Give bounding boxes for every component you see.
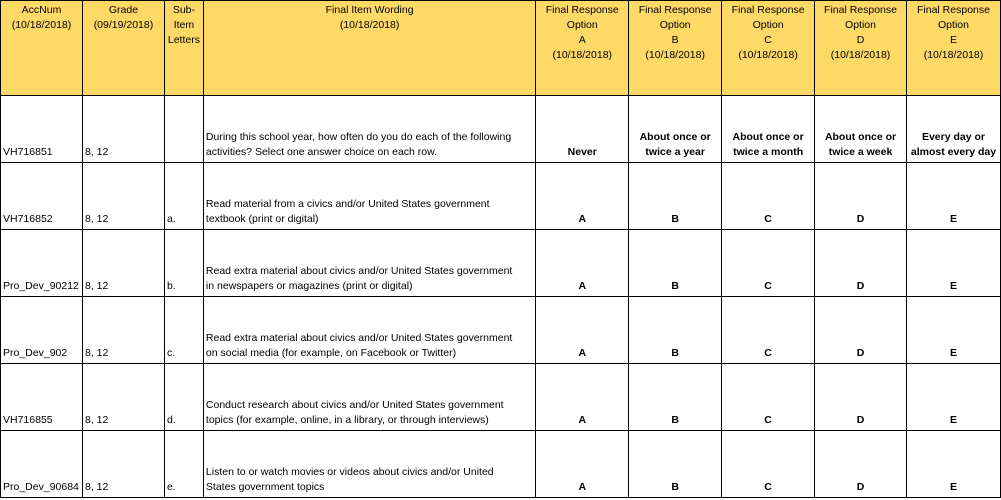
cell-item-wording [203, 431, 535, 498]
cell-option-b [629, 230, 722, 297]
text-line: A [578, 280, 587, 292]
text-line: B [671, 481, 679, 493]
cell-option-c [722, 96, 815, 163]
text-line: A [578, 414, 587, 426]
cell-option-a [536, 230, 629, 297]
cell-option-c [722, 364, 815, 431]
cell-item-wording [203, 230, 535, 297]
text-line: About once or [824, 131, 897, 143]
text-line: AccNum [21, 4, 62, 16]
text-line: C [764, 414, 772, 426]
cell-accnum: VH716852 [1, 163, 83, 230]
cell-option-b [629, 96, 722, 163]
text-line: Option [938, 19, 969, 31]
text-line: Final Response [638, 4, 712, 16]
table-row [1, 96, 1001, 163]
text-line: Letters [167, 34, 200, 46]
cell-option-d [815, 163, 907, 230]
cell-option-b [629, 431, 722, 498]
cell-option-b [629, 364, 722, 431]
header-final-item-wording [203, 1, 535, 96]
text-line: B [671, 414, 679, 426]
text-line: D [856, 280, 865, 292]
text-line: Final Response [824, 4, 897, 16]
text-line: in newspapers or magazines (print or digital) [205, 280, 413, 292]
text-line: (10/18/2018) [645, 49, 705, 61]
text-line: (10/18/2018) [923, 49, 984, 61]
cell-accnum: VH716851 [1, 96, 83, 163]
cell-option-d [815, 96, 907, 163]
cell-option-b [629, 163, 722, 230]
cell-option-a [536, 364, 629, 431]
text-line: Final Response [545, 4, 619, 16]
header-row [1, 1, 1001, 96]
text-line: C [764, 213, 772, 225]
text-line: About once or [639, 131, 711, 143]
cell-accnum: VH716855 [1, 364, 83, 431]
text-line: E [949, 34, 957, 46]
cell-subitem-letter: c. [164, 297, 203, 364]
text-line: A [578, 481, 587, 493]
text-line: About once or [732, 131, 804, 143]
text-line: (10/18/2018) [339, 19, 400, 31]
cell-option-d [815, 364, 907, 431]
text-line: Sub- [172, 4, 196, 16]
text-line: activities? Select one answer choice on each row. [205, 146, 438, 158]
text-line: Option [845, 19, 876, 31]
cell-subitem-letter: e. [164, 431, 203, 498]
text-line: Never [567, 146, 597, 158]
text-line: D [856, 347, 865, 359]
cell-option-a [536, 297, 629, 364]
cell-grade: 8, 12 [82, 96, 164, 163]
header-option-e [906, 1, 1000, 96]
cell-subitem-letter: d. [164, 364, 203, 431]
text-line: topics (for example, online, in a library, or through interviews) [205, 414, 489, 426]
cell-option-c [722, 431, 815, 498]
cell-option-e [906, 431, 1000, 498]
text-line: B [671, 280, 679, 292]
text-line: D [856, 34, 865, 46]
header-option-d [815, 1, 907, 96]
text-line: (10/18/2018) [552, 49, 613, 61]
cell-option-e [906, 364, 1000, 431]
text-line: A [578, 347, 587, 359]
text-line: Listen to or watch movies or videos about civics and/or United [205, 466, 494, 478]
cell-grade: 8, 12 [82, 297, 164, 364]
text-line: D [856, 414, 865, 426]
text-line: B [671, 347, 679, 359]
text-line: A [578, 213, 587, 225]
text-line: States government topics [205, 481, 325, 493]
text-line: Grade [108, 4, 139, 16]
text-line: twice a month [733, 146, 804, 158]
text-line: A [578, 34, 586, 46]
text-line: Read material from a civics and/or United States government [205, 198, 490, 210]
text-line: Read extra material about civics and/or United States government [205, 265, 513, 277]
header-option-b [629, 1, 722, 96]
text-line: During this school year, how often do you do each of the following [205, 131, 512, 143]
text-line: almost every day [910, 146, 997, 158]
cell-item-wording [203, 163, 535, 230]
cell-subitem-letter: a. [164, 163, 203, 230]
text-line: Option [659, 19, 691, 31]
text-line: C [764, 481, 772, 493]
cell-option-c [722, 230, 815, 297]
text-line: on social media (for example, on Facebook or Twitter) [205, 347, 457, 359]
cell-item-wording [203, 364, 535, 431]
text-line: Read extra material about civics and/or United States government [205, 332, 513, 344]
cell-option-e [906, 297, 1000, 364]
cell-option-a [536, 96, 629, 163]
cell-item-wording [203, 297, 535, 364]
text-line: Final Response [917, 4, 990, 16]
cell-grade: 8, 12 [82, 163, 164, 230]
text-line: E [949, 347, 957, 359]
cell-subitem-letter: b. [164, 230, 203, 297]
cell-grade: 8, 12 [82, 230, 164, 297]
cell-option-d [815, 297, 907, 364]
cell-option-d [815, 431, 907, 498]
table-row [1, 163, 1001, 230]
cell-option-a [536, 431, 629, 498]
cell-grade: 8, 12 [82, 364, 164, 431]
cell-accnum: Pro_Dev_90212 [1, 230, 83, 297]
text-line: E [949, 280, 957, 292]
header-subitem-letters [164, 1, 203, 96]
text-line: Option [566, 19, 598, 31]
text-line: Every day or [921, 131, 986, 143]
text-line: D [856, 481, 865, 493]
text-line: B [671, 213, 679, 225]
text-line: C [764, 347, 772, 359]
cell-option-c [722, 297, 815, 364]
cell-grade: 8, 12 [82, 431, 164, 498]
text-line: E [949, 213, 957, 225]
text-line: (09/19/2018) [93, 19, 154, 31]
text-line: Option [752, 19, 784, 31]
text-line: twice a week [828, 146, 893, 158]
cell-option-b [629, 297, 722, 364]
text-line: E [949, 414, 957, 426]
text-line: C [764, 280, 772, 292]
text-line: (10/18/2018) [738, 49, 798, 61]
text-line: Final Response [731, 4, 805, 16]
cell-option-a [536, 163, 629, 230]
table-row [1, 364, 1001, 431]
table-row [1, 297, 1001, 364]
text-line: (10/18/2018) [11, 19, 72, 31]
cell-subitem-letter [164, 96, 203, 163]
cell-item-wording [203, 96, 535, 163]
cell-option-d [815, 230, 907, 297]
text-line: twice a year [645, 146, 705, 158]
text-line: (10/18/2018) [830, 49, 891, 61]
text-line: B [671, 34, 679, 46]
cell-option-e [906, 230, 1000, 297]
table-row [1, 230, 1001, 297]
text-line: Conduct research about civics and/or United States government [205, 399, 504, 411]
table-row [1, 431, 1001, 498]
text-line: textbook (print or digital) [205, 213, 319, 225]
cell-accnum: Pro_Dev_902 [1, 297, 83, 364]
cell-accnum: Pro_Dev_90684 [1, 431, 83, 498]
text-line: C [764, 34, 772, 46]
text-line: D [856, 213, 865, 225]
header-grade [82, 1, 164, 96]
cell-option-e [906, 96, 1000, 163]
text-line: E [949, 481, 957, 493]
text-line: Item [173, 19, 195, 31]
header-accnum [1, 1, 83, 96]
text-line: Final Item Wording [325, 4, 414, 16]
header-option-c [722, 1, 815, 96]
cell-option-c [722, 163, 815, 230]
header-option-a [536, 1, 629, 96]
cell-option-e [906, 163, 1000, 230]
